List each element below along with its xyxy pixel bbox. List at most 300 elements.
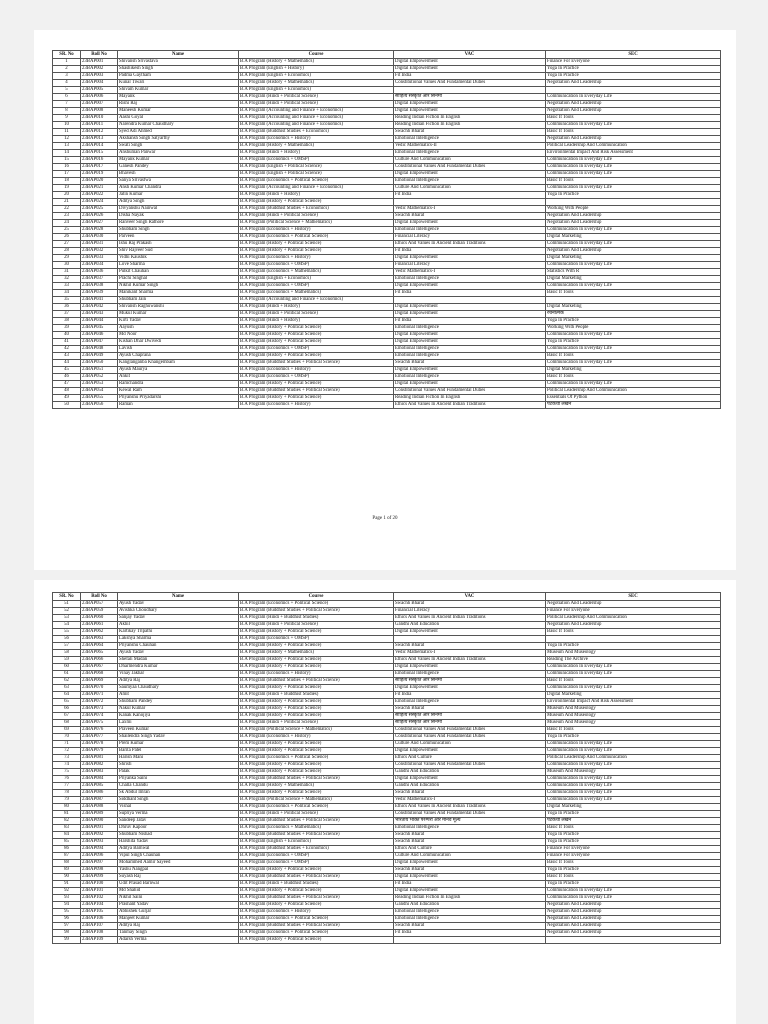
cell-roll-no: 23BAP070 (81, 685, 118, 692)
cell-sec: Negotiation And Leadership (546, 622, 721, 629)
table-row (53, 367, 721, 374)
cell-course: B.A Program (Economics + Political Science) (239, 930, 394, 937)
cell-course: B.A Program (History + Political Science) (239, 685, 394, 692)
cell-name: Sanjay Yadav (118, 615, 239, 622)
cell-name: Laxmi (118, 720, 239, 727)
cell-sr-no: 45 (53, 367, 81, 374)
cell-course: B.A Program (Economics + OMSP) (239, 853, 394, 860)
cell-course: B.A Program (Economics + Political Science) (239, 804, 394, 811)
cell-course: B.A Program (English + Political Science) (239, 171, 394, 178)
table-row (53, 874, 721, 881)
table-row (53, 248, 721, 255)
cell-roll-no: 23BAP037 (81, 276, 118, 283)
cell-sec: Communication In Everyday Life (546, 122, 721, 129)
table-row (53, 790, 721, 797)
cell-sr-no: 79 (53, 797, 81, 804)
cell-sec: Negotiation And Leadership (546, 902, 721, 909)
cell-sec: Basic It Tools (546, 178, 721, 185)
cell-sr-no: 98 (53, 930, 81, 937)
cell-vac: Emotional Intelligence (394, 825, 546, 832)
cell-vac (394, 636, 546, 643)
cell-sr-no: 65 (53, 699, 81, 706)
table-row (53, 290, 721, 297)
cell-course: B.A Program (History + Political Science) (239, 339, 394, 346)
cell-vac: Culture And Communication (394, 853, 546, 860)
cell-roll-no: 23BAP014 (81, 143, 118, 150)
cell-vac: Digital Empowerment (394, 748, 546, 755)
cell-roll-no: 23BAP056 (81, 402, 118, 409)
cell-sec: Communication In Everyday Life (546, 664, 721, 671)
cell-sr-no: 30 (53, 262, 81, 269)
cell-name: Udit Prasad Barnwal (118, 881, 239, 888)
cell-roll-no: 23BAP005 (81, 87, 118, 94)
cell-vac: साहित्य संस्कृति और सिनेमा (394, 720, 546, 727)
cell-vac: Financial Literacy (394, 234, 546, 241)
cell-name: Aditya Raj (118, 923, 239, 930)
cell-sec: Basic It Tools (546, 860, 721, 867)
cell-vac: Culture And Communication (394, 157, 546, 164)
cell-sr-no: 62 (53, 678, 81, 685)
cell-roll-no: 23BAP042 (81, 304, 118, 311)
table-row (53, 276, 721, 283)
cell-roll-no: 23BAP089 (81, 811, 118, 818)
cell-sr-no: 18 (53, 178, 81, 185)
cell-name: Narendra Kumar Chaudhary (118, 122, 239, 129)
table-row (53, 678, 721, 685)
cell-sec: Basic It Tools (546, 678, 721, 685)
cell-roll-no: 23BAP082 (81, 762, 118, 769)
cell-course: B.A Program (Hindi + History) (239, 150, 394, 157)
table-row (53, 615, 721, 622)
cell-vac: Digital Empowerment (394, 171, 546, 178)
cell-roll-no: 23BAP013 (81, 136, 118, 143)
table-row (53, 143, 721, 150)
cell-course: B.A Program (Economics + OMSP) (239, 860, 394, 867)
cell-course: B.A Program (Economics + Mathematics) (239, 290, 394, 297)
cell-course: B.A Program (Accounting and Finance + Economics) (239, 297, 394, 304)
cell-vac: साहित्य संस्कृति और सिनेमा (394, 713, 546, 720)
cell-roll-no: 23BAP012 (81, 129, 118, 136)
cell-name: Ishu Raj Prakash (118, 241, 239, 248)
cell-roll-no: 23BAP008 (81, 108, 118, 115)
cell-roll-no: 23BAP081 (81, 755, 118, 762)
cell-name: Akhil (118, 622, 239, 629)
cell-name: Rishi Raj (118, 101, 239, 108)
cell-vac: Fit India (394, 930, 546, 937)
table-row (53, 853, 721, 860)
cell-roll-no: 23BAP034 (81, 262, 118, 269)
cell-vac: Swachh Bharat (394, 360, 546, 367)
cell-name: Ranveer Singh Rathore (118, 220, 239, 227)
cell-sec: Reading The Archive (546, 657, 721, 664)
cell-sec: Communication In Everyday Life (546, 360, 721, 367)
table-row (53, 923, 721, 930)
cell-roll-no: 23BAP045 (81, 325, 118, 332)
cell-sr-no: 93 (53, 895, 81, 902)
cell-roll-no: 23BAP015 (81, 150, 118, 157)
cell-sr-no: 99 (53, 937, 81, 944)
cell-vac: Digital Empowerment (394, 664, 546, 671)
cell-roll-no: 23BAP101 (81, 888, 118, 895)
cell-sr-no: 89 (53, 867, 81, 874)
cell-sr-no: 80 (53, 804, 81, 811)
cell-sec: Communication In Everyday Life (546, 888, 721, 895)
cell-sec: Communication In Everyday Life (546, 741, 721, 748)
cell-sec: Working With People (546, 325, 721, 332)
cell-sr-no: 58 (53, 650, 81, 657)
cell-sec: Essentials Of Python (546, 395, 721, 402)
cell-vac: Emotional Intelligence (394, 227, 546, 234)
cell-vac: Digital Empowerment (394, 367, 546, 374)
cell-course: B.A Program (Hindi + Political Science) (239, 101, 394, 108)
cell-sr-no: 2 (53, 66, 81, 73)
cell-roll-no: 23BAP039 (81, 290, 118, 297)
cell-course: B.A Program (English + Economics) (239, 276, 394, 283)
cell-sec: Negotiation And Leadership (546, 923, 721, 930)
cell-sec: Yoga In Practice (546, 192, 721, 199)
cell-sr-no: 87 (53, 853, 81, 860)
cell-name: Pulkit Chauhan (118, 269, 239, 276)
cell-sr-no: 95 (53, 909, 81, 916)
cell-sec: Digital Marketing (546, 234, 721, 241)
cell-vac: Swachh Bharat (394, 867, 546, 874)
table-row (53, 346, 721, 353)
cell-course: B.A Program (Buddhist Studies + Political Science) (239, 678, 394, 685)
cell-vac: Vedic Mathematics-I (394, 797, 546, 804)
table-row (53, 185, 721, 192)
table-row (53, 318, 721, 325)
cell-name: Priyanshu Chauhan (118, 643, 239, 650)
cell-sr-no: 61 (53, 671, 81, 678)
cell-roll-no: 23BAP057 (81, 601, 118, 608)
table-row (53, 839, 721, 846)
cell-name: Lavish (118, 346, 239, 353)
cell-roll-no: 23BAP060 (81, 615, 118, 622)
cell-name: Disha Nayak (118, 213, 239, 220)
table-row (53, 748, 721, 755)
cell-vac: Digital Empowerment (394, 685, 546, 692)
cell-course: B.A Program (Economics + History) (239, 136, 394, 143)
cell-roll-no: 23BAP059 (81, 608, 118, 615)
cell-course: B.A Program (Economics + History) (239, 909, 394, 916)
cell-roll-no: 23BAP048 (81, 346, 118, 353)
cell-roll-no: 23BAP098 (81, 867, 118, 874)
cell-course: B.A Program (Hindi + History) (239, 304, 394, 311)
cell-roll-no: 23BAP017 (81, 164, 118, 171)
cell-vac: Gandhi And Education (394, 902, 546, 909)
cell-name: Shubham Nishad (118, 832, 239, 839)
cell-roll-no: 23BAP004 (81, 80, 118, 87)
cell-roll-no: 23BAP102 (81, 895, 118, 902)
cell-sr-no: 25 (53, 227, 81, 234)
cell-name: Love Sharma (118, 262, 239, 269)
cell-vac (394, 297, 546, 304)
table-row (53, 136, 721, 143)
table-row (53, 178, 721, 185)
table-row (53, 87, 721, 94)
cell-name: Tanmay Singh (118, 930, 239, 937)
cell-course: B.A Program (Hindi + History) (239, 318, 394, 325)
cell-course: B.A Program (English + Economics) (239, 73, 394, 80)
cell-name: Mohammed Aamir Sayeed (118, 860, 239, 867)
cell-name: Padma Gaytham (118, 73, 239, 80)
cell-sec: Negotiation And Leadership (546, 101, 721, 108)
cell-vac: Swachh Bharat (394, 706, 546, 713)
cell-sr-no: 31 (53, 269, 81, 276)
cell-sr-no: 50 (53, 402, 81, 409)
cell-vac: Vedic Mathematics-II (394, 143, 546, 150)
cell-roll-no: 23BAP022 (81, 192, 118, 199)
cell-sr-no: 70 (53, 734, 81, 741)
table-row (53, 769, 721, 776)
cell-sr-no: 20 (53, 192, 81, 199)
cell-name: Raman (118, 402, 239, 409)
cell-roll-no: 23BAP099 (81, 874, 118, 881)
cell-roll-no: 23BAP076 (81, 727, 118, 734)
cell-roll-no: 23BAP046 (81, 332, 118, 339)
cell-sec: Negotiation And Leadership (546, 80, 721, 87)
cell-sec: Communication In Everyday Life (546, 762, 721, 769)
table-row (53, 213, 721, 220)
cell-sec: Yoga In Practice (546, 832, 721, 839)
cell-vac: Emotional Intelligence (394, 671, 546, 678)
table-row (53, 734, 721, 741)
table-row (53, 269, 721, 276)
cell-name: Shashikesh Singh (118, 66, 239, 73)
cell-sr-no: 28 (53, 248, 81, 255)
cell-course: B.A Program (Hindi + Buddhist Studies) (239, 692, 394, 699)
cell-sr-no: 78 (53, 790, 81, 797)
cell-course: B.A Program (Accounting and Finance + Economics) (239, 185, 394, 192)
cell-sr-no: 24 (53, 220, 81, 227)
cell-sec: पटकथा लेखन (546, 402, 721, 409)
table-row (53, 755, 721, 762)
cell-name: Saumyaa Chaudhary (118, 685, 239, 692)
cell-sec: पटकथा लेखन (546, 818, 721, 825)
table-row (53, 860, 721, 867)
cell-sec: Yoga In Practice (546, 73, 721, 80)
cell-sec: Environmental Impact And Risk Assessment (546, 150, 721, 157)
cell-sr-no: 29 (53, 255, 81, 262)
cell-vac: Digital Empowerment (394, 629, 546, 636)
cell-vac: Emotional Intelligence (394, 178, 546, 185)
cell-course: B.A Program (Economics + Political Science) (239, 916, 394, 923)
cell-sr-no: 54 (53, 622, 81, 629)
cell-vac: Emotional Intelligence (394, 136, 546, 143)
cell-sec: Communication In Everyday Life (546, 685, 721, 692)
cell-sec (546, 87, 721, 94)
cell-course: B.A Program (Economics + Mathematics) (239, 825, 394, 832)
cell-vac: Digital Empowerment (394, 874, 546, 881)
table-row (53, 867, 721, 874)
student-table-page-2 (52, 592, 721, 944)
cell-sr-no: 71 (53, 741, 81, 748)
cell-name: Prashant Yadav (118, 902, 239, 909)
cell-name: Ankit (118, 374, 239, 381)
cell-name: Priyanshu Priyadarshi (118, 395, 239, 402)
table-row (53, 262, 721, 269)
cell-sr-no: 11 (53, 129, 81, 136)
cell-vac: Constitutional Values And Fundamental Duties (394, 80, 546, 87)
cell-course: B.A Program (Buddhist Studies + Economics) (239, 846, 394, 853)
cell-sr-no: 59 (53, 657, 81, 664)
cell-roll-no: 23BAP084 (81, 776, 118, 783)
table-row (53, 699, 721, 706)
cell-course: B.A Program (History + Political Science) (239, 748, 394, 755)
cell-vac: Fit India (394, 290, 546, 297)
table-row (53, 164, 721, 171)
cell-sec: Communication In Everyday Life (546, 94, 721, 101)
table-row (53, 657, 721, 664)
header-vac: VAC (394, 593, 546, 601)
cell-course: B.A Program (History + Mathematics) (239, 143, 394, 150)
cell-sr-no: 22 (53, 206, 81, 213)
cell-course: B.A Program (Hindi + Political Science) (239, 811, 394, 818)
cell-course: B.A Program (Hindi + Political Science) (239, 311, 394, 318)
cell-sec: Communication In Everyday Life (546, 797, 721, 804)
cell-name: Harshita Yadav (118, 839, 239, 846)
cell-course: B.A Program (Political Science + Mathematics) (239, 727, 394, 734)
cell-vac: Digital Empowerment (394, 776, 546, 783)
cell-roll-no: 23BAP001 (81, 59, 118, 66)
cell-name: Syed Adi Ahmed (118, 129, 239, 136)
table-row (53, 129, 721, 136)
cell-name: Md Noor (118, 332, 239, 339)
cell-roll-no: 23BAP106 (81, 916, 118, 923)
cell-sec: Communication In Everyday Life (546, 776, 721, 783)
cell-vac: Vedic Mathematics-I (394, 650, 546, 657)
cell-name: Priyanka Saini (118, 776, 239, 783)
cell-course: B.A Program (Economics + History) (239, 734, 394, 741)
cell-course: B.A Program (Buddhist Studies + Economics) (239, 206, 394, 213)
cell-vac (394, 87, 546, 94)
table-row (53, 930, 721, 937)
table-row (53, 192, 721, 199)
table-row (53, 80, 721, 87)
cell-course: B.A Program (Economics + History) (239, 671, 394, 678)
cell-sec: Basic It Tools (546, 353, 721, 360)
cell-roll-no: 23BAP088 (81, 804, 118, 811)
table-row (53, 650, 721, 657)
cell-sec: Digital Marketing (546, 255, 721, 262)
cell-course: B.A Program (History + Political Science) (239, 629, 394, 636)
cell-name: Bhavesh (118, 171, 239, 178)
cell-sr-no: 38 (53, 318, 81, 325)
cell-sr-no: 66 (53, 706, 81, 713)
cell-vac: Vedic Mathematics-I (394, 269, 546, 276)
cell-vac: Reading Indian Fiction In English (394, 115, 546, 122)
document-page-1 (34, 30, 736, 570)
cell-sec: Digital Marketing (546, 304, 721, 311)
cell-course: B.A Program (Economics + Political Science) (239, 601, 394, 608)
cell-vac: Reading Indian Fiction In English (394, 122, 546, 129)
table-row (53, 101, 721, 108)
cell-roll-no: 23BAP010 (81, 115, 118, 122)
cell-sec: Communication In Everyday Life (546, 164, 721, 171)
cell-roll-no: 23BAP027 (81, 220, 118, 227)
cell-sec: Finance For Everyone (546, 59, 721, 66)
cell-sec: Museum And Museology (546, 713, 721, 720)
table-row (53, 902, 721, 909)
cell-name: Adarsh Verma (118, 937, 239, 944)
cell-course: B.A Program (Economics + OMSP) (239, 262, 394, 269)
cell-roll-no: 23BAP065 (81, 650, 118, 657)
table-row (53, 59, 721, 66)
cell-roll-no: 23BAP071 (81, 692, 118, 699)
cell-vac: Constitutional Values And Fundamental Duties (394, 811, 546, 818)
cell-course: B.A Program (Buddhist Studies + Political Science) (239, 895, 394, 902)
table-row (53, 206, 721, 213)
cell-course: B.A Program (History + Mathematics) (239, 59, 394, 66)
cell-roll-no: 23BAP016 (81, 157, 118, 164)
cell-sr-no: 19 (53, 185, 81, 192)
cell-roll-no: 23BAP053 (81, 381, 118, 388)
cell-sec: Finance For Everyone (546, 853, 721, 860)
table-row (53, 325, 721, 332)
cell-sec: Basic It Tools (546, 129, 721, 136)
table-row (53, 255, 721, 262)
cell-course: B.A Program (English + Economics) (239, 839, 394, 846)
table-row (53, 706, 721, 713)
table-row (53, 311, 721, 318)
cell-name: Vipul Singh Chauhan (118, 853, 239, 860)
cell-vac: Ethics And Values In Ancient Indian Traditions (394, 241, 546, 248)
cell-sec: Negotiation And Leadership (546, 108, 721, 115)
cell-vac: Fit India (394, 881, 546, 888)
cell-sec: Communication In Everyday Life (546, 185, 721, 192)
cell-sec: Negotiation And Leadership (546, 601, 721, 608)
cell-course: B.A Program (History + Political Science) (239, 937, 394, 944)
cell-vac: Swachh Bharat (394, 832, 546, 839)
table-row (53, 846, 721, 853)
table-body (53, 601, 721, 944)
cell-roll-no: 23BAP090 (81, 818, 118, 825)
cell-vac: Emotional Intelligence (394, 909, 546, 916)
cell-course: B.A Program (Accounting and Finance + Economics) (239, 108, 394, 115)
header-roll-no: Roll No (81, 51, 118, 59)
table-row (53, 297, 721, 304)
cell-name: Divyanshu Nainwal (118, 206, 239, 213)
table-row (53, 199, 721, 206)
cell-sec: Communication In Everyday Life (546, 783, 721, 790)
cell-sr-no: 27 (53, 241, 81, 248)
cell-sr-no: 44 (53, 360, 81, 367)
cell-vac: Swachh Bharat (394, 923, 546, 930)
cell-roll-no: 23BAP086 (81, 790, 118, 797)
cell-sr-no: 47 (53, 381, 81, 388)
cell-sec: Yoga In Practice (546, 318, 721, 325)
cell-course: B.A Program (History + Political Science) (239, 353, 394, 360)
table-row (53, 157, 721, 164)
cell-name: Ansh Kumar Chandra (118, 185, 239, 192)
cell-course: B.A Program (Hindi + Buddhist Studies) (239, 881, 394, 888)
cell-sec: Negotiation And Leadership (546, 930, 721, 937)
cell-sr-no: 46 (53, 374, 81, 381)
cell-sr-no: 13 (53, 143, 81, 150)
cell-name: Supriya Verma (118, 811, 239, 818)
cell-vac: Emotional Intelligence (394, 353, 546, 360)
cell-course: B.A Program (History + Political Science) (239, 241, 394, 248)
cell-course: B.A Program (Economics + OMSP) (239, 157, 394, 164)
table-row (53, 150, 721, 157)
cell-course: B.A Program (History + Political Science) (239, 332, 394, 339)
cell-roll-no: 23BAP036 (81, 269, 118, 276)
cell-roll-no: 23BAP091 (81, 825, 118, 832)
cell-sr-no: 81 (53, 811, 81, 818)
cell-vac: Ethics And Culture (394, 755, 546, 762)
cell-course: B.A Program (Political Science + Mathematics) (239, 797, 394, 804)
cell-name: Abhishek Gurjar (118, 909, 239, 916)
